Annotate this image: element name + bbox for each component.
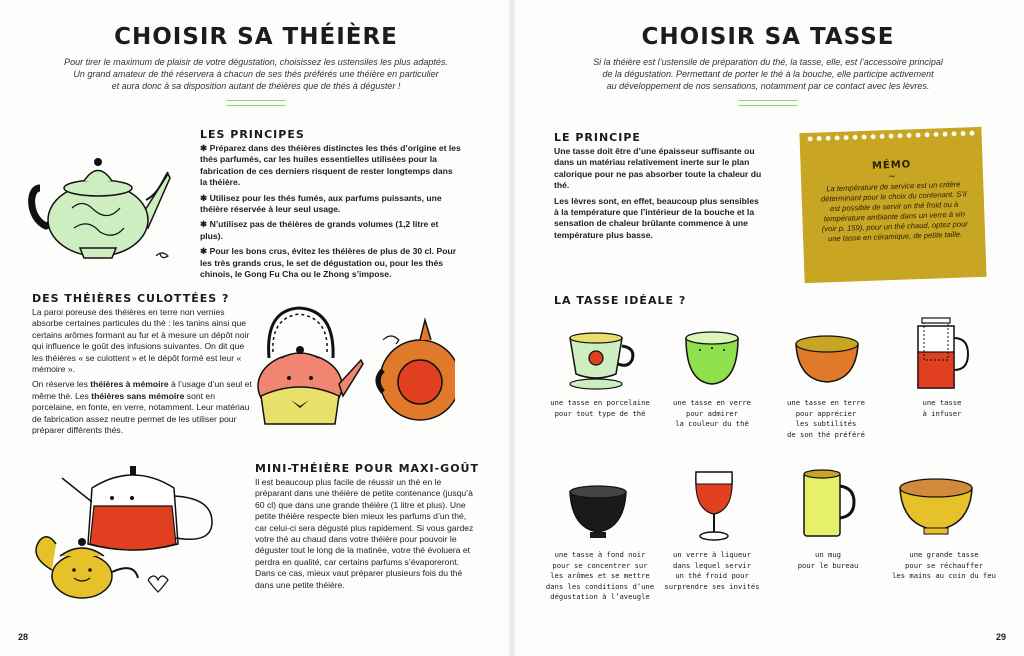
- text-run-bold: théières sans mémoire: [91, 390, 185, 401]
- cup-caption: [766, 398, 886, 440]
- caption-text: une grande tasse pour se réchauffer les mains au coin du feu: [892, 550, 996, 581]
- memo-squiggle-icon: ~: [888, 171, 896, 183]
- intro-left-line: Un grand amateur de thé réservera à chacun de ses thés préférés une théière en particulier: [73, 69, 439, 79]
- page-number-left: 28: [18, 632, 29, 642]
- memo-note: [799, 127, 986, 283]
- principes-list: [200, 143, 462, 284]
- principe-item: ✱ Utilisez pour les thés fumés, aux parfums puissants, une théière réservée à leur seul usage.: [200, 192, 442, 215]
- porcelain-cup-illustration: [562, 326, 638, 390]
- clay-cup-illustration: [792, 330, 862, 386]
- page-number-right: 29: [995, 632, 1006, 642]
- principe-paragraph: Les lèvres sont, en effet, beaucoup plus sensibles à la température que l’intérieur de la bouche et la sensation de chaleur brûlante commence à une température plus basse.: [554, 195, 759, 240]
- principe-item: ✱ N’utilisez pas de théières de grands volumes (1,2 litre et plus).: [200, 219, 439, 241]
- heading-culottees: DES THÉIÈRES CULOTTÉES ?: [32, 292, 230, 305]
- cup-caption: [652, 550, 772, 592]
- intro-right-line: Si la théière est l’ustensile de préparation du thé, la tasse, elle, est l’accessoire principal: [593, 57, 943, 67]
- right-page: [512, 0, 1024, 656]
- intro-left: [50, 56, 462, 92]
- caption-text: un mug pour le bureau: [797, 550, 859, 570]
- text-run: On réserve les: [32, 379, 91, 390]
- memo-text: La température de service est un critère déterminant pour le choix du contenant. S’il est possible de servir un thé froid ou à température ambiante dans un verre à vin (voir p. 159), pour un thé chaud, optez pour une tasse en céramique, de petite taille.: [820, 179, 968, 244]
- mug-illustration: [798, 466, 858, 542]
- liqueur-glass-illustration: [692, 466, 736, 544]
- large-cup-illustration: [896, 474, 976, 536]
- glass-cup-illustration: [682, 326, 742, 390]
- caption-text: une tasse en porcelaine pour tout type de thé: [550, 398, 650, 418]
- caption-text: une tasse en terre pour apprécier les subtilités de son thé préféré: [787, 398, 865, 439]
- culottees-text: [32, 307, 254, 440]
- heading-mini: MINI-THÉIÈRE POUR MAXI-GOÛT: [255, 462, 479, 475]
- cup-caption: [768, 550, 888, 571]
- cup-caption: [540, 550, 660, 603]
- text-run-bold: théières à mémoire: [90, 379, 169, 390]
- cup-caption: [882, 398, 1002, 419]
- principe-item: ✱ Préparez dans des théières distinctes les thés d’origine et les thés parfumés, car les huiles essentielles utilisées pour la fabrication de ces derniers risquent de rester longtemps dans la théière.: [200, 143, 461, 188]
- clay-teapot-illustration: [255, 300, 455, 435]
- divider-left: [226, 100, 286, 106]
- mini-teapot-illustration: [22, 452, 232, 612]
- memo-title: MÉMO: [871, 159, 912, 172]
- infuser-cup-illustration: [912, 316, 972, 392]
- page-title-left: CHOISIR SA THÉIÈRE: [114, 24, 398, 50]
- intro-right-line: au développement de nos sensations, notamment par ce contact avec les lèvres.: [606, 81, 930, 91]
- divider-right: [738, 100, 798, 106]
- page-title-right: CHOISIR SA TASSE: [641, 24, 895, 50]
- heading-principe: LE PRINCIPE: [554, 131, 641, 144]
- book-gutter: [508, 0, 516, 656]
- porcelain-teapot-illustration: [28, 148, 178, 278]
- mini-text: Il est beaucoup plus facile de réussir un thé en le préparant dans une théière de petite contenance (jusqu’à 60 cl) que dans une grande théière (1 litre et plus). Une petite théière respecte bien mieux les parfums d’un thé, car celui-ci sera dégusté plus rapidement. Si vous gardez votre thé au chaud dans votre théière pour pouvoir le déguster tout le long de la matinée, votre thé évoluera et perdra en qualité, car certains parfums s’évaporeront. Dans ce cas, mieux vaut préparer plusieurs fois du thé dans une petite théière.: [255, 477, 474, 590]
- text-run: à l’usage d’un seul et même thé. Les: [32, 379, 252, 401]
- cup-caption: [540, 398, 660, 419]
- intro-right-line: de la dégustation. Permettant de porter le thé à la bouche, elle participe activement: [602, 69, 934, 79]
- culottees-paragraph: La paroi poreuse des théières en terre non vernies absorbe certaines particules du thé : les tanins ainsi que certains arômes formant au fur et à mesure un dépôt noir qui influence le goût des infusions suivantes. On dit que les théières « se culottent » et le dépôt formé est leur « mémoire ».: [32, 307, 250, 375]
- caption-text: une tasse en verre pour admirer la couleur du thé: [673, 398, 751, 429]
- caption-text: un verre à liqueur dans lequel servir un thé froid pour surprendre ses invités: [664, 550, 760, 591]
- culottees-paragraph: [32, 379, 254, 436]
- intro-left-line: et aura donc à sa disposition autant de théières que de thés à déguster !: [111, 81, 401, 91]
- caption-text: une tasse à fond noir pour se concentrer sur les arômes et se mettre dans les conditions d’une dégustation à l’aveugle: [545, 550, 655, 602]
- intro-right: [562, 56, 974, 92]
- text-run: sont en porcelaine, en fonte, en verre, notamment. Leur matériau de fabrication assez neutre permet de les utiliser pour préparer différents thés.: [32, 390, 250, 436]
- memo-holes: [806, 129, 976, 143]
- heading-ideale: LA TASSE IDÉALE ?: [554, 294, 687, 307]
- caption-text: une tasse à infuser: [922, 398, 962, 418]
- cup-caption: [876, 550, 1012, 582]
- principe-text: [554, 146, 766, 245]
- black-cup-illustration: [566, 482, 630, 540]
- principe-paragraph: Une tasse doit être d’une épaisseur suffisante ou dans un matériau relativement inerte sur le plan calorique pour ne pas absorber toute la chaleur du thé.: [554, 146, 762, 191]
- cup-caption: [652, 398, 772, 430]
- principe-item: ✱ Pour les bons crus, évitez les théières de plus de 30 cl. Pour les très grands crus, le set de dégustation ou, pour les thés chinois, le Gong Fu Cha ou le Zhong s’impose.: [200, 246, 457, 280]
- intro-left-line: Pour tirer le maximum de plaisir de votre dégustation, choisissez les ustensiles les plus adaptés.: [64, 57, 448, 67]
- heading-principes: LES PRINCIPES: [200, 128, 305, 141]
